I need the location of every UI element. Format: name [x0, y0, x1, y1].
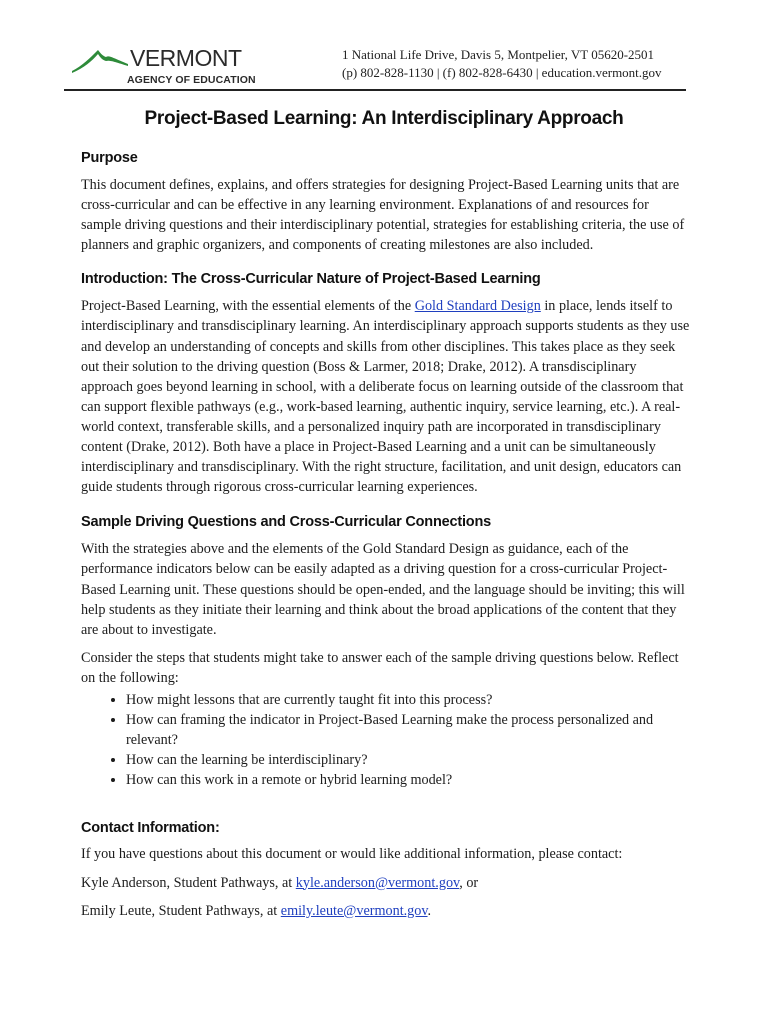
intro-text-before: Project-Based Learning, with the essential elements of the — [81, 298, 415, 315]
contact-heading: Contact Information: — [81, 820, 220, 837]
intro-heading: Introduction: The Cross-Curricular Nature of Project-Based Learning — [81, 271, 541, 288]
document-body — [81, 150, 691, 921]
document-title: Project-Based Learning: An Interdisciplinary Approach — [144, 108, 624, 129]
address-line: 1 National Life Drive, Davis 5, Montpelier, VT 05620-2501 — [342, 47, 655, 62]
emily-email-link[interactable]: emily.leute@vermont.gov — [280, 902, 428, 919]
gold-standard-design-link[interactable]: Gold Standard Design — [414, 298, 541, 315]
contact-intro: If you have questions about this document or would like additional information, please contact: — [81, 846, 623, 863]
contact-person-1-suffix: , or — [459, 874, 479, 891]
intro-paragraph — [81, 296, 691, 497]
list-item: • How might lessons that are currently taught fit into this process? — [126, 690, 691, 710]
purpose-heading: Purpose — [81, 150, 138, 166]
list-item: • How can this work in a remote or hybrid learning model? — [126, 770, 691, 790]
reflection-list — [81, 690, 691, 790]
contact-person-2 — [81, 901, 691, 921]
intro-text-after: in place, lends itself to interdisciplinary and transdisciplinary learning. An interdisciplinary approach supports students as they use and develop an understanding of concepts and skills from other disciplines. This takes place as they seek out their solution to the driving question (Boss & Larmer, 2018; Drake, 2012). A transdisciplinary approach goes beyond learning in school, with a deliberate focus on learning outside of the classroom that can support flexible pathways (e.g., work-based learning, authentic inquiry, service learning, etc.). A real-world context, transferable skills, and a personalized inquiry path are incorporated in transdisciplinary content (Drake, 2012). Both have a place in Project-Based Learning and a unit can be simultaneously interdisciplinary and transdisciplinary. With the right structure, facilitation, and unit design, educators can guide students through rigorous cross-curricular learning experiences. — [81, 298, 690, 496]
contact-person-2-suffix: . — [427, 902, 432, 919]
contact-person-1 — [81, 873, 691, 893]
contact-person-1-prefix: Kyle Anderson, Student Pathways, at — [81, 874, 296, 891]
letterhead — [64, 40, 686, 92]
purpose-paragraph: This document defines, explains, and offers strategies for designing Project-Based Learning units that are cross-curricular and can be effective in any learning environment. Explanations of and resources for sample driving questions and their interdisciplinary potential, strategies for establishing criteria, the use of planners and graphic organizers, and components of creating milestones are also included. — [81, 177, 685, 254]
logo-name: VERMONT — [130, 45, 242, 71]
list-item: • How can the learning be interdisciplinary? — [126, 750, 691, 770]
sample-heading: Sample Driving Questions and Cross-Curricular Connections — [81, 514, 491, 531]
kyle-email-link[interactable]: kyle.anderson@vermont.gov — [295, 874, 460, 891]
contact-line: (p) 802-828-1130 | (f) 802-828-6430 | education.vermont.gov — [342, 65, 662, 80]
logo-agency: AGENCY OF EDUCATION — [127, 74, 256, 86]
contact-person-2-prefix: Emily Leute, Student Pathways, at — [81, 902, 281, 919]
sample-paragraph-1: With the strategies above and the elements of the Gold Standard Design as guidance, each of the performance indicators below can be easily adapted as a driving question for a cross-curricular Project-Based Learning unit. These questions should be open-ended, and the language should be inviting; this will help students as they initiate their learning and think about the broad applications of the content that they are about to investigate. — [81, 541, 685, 638]
agency-address — [342, 46, 662, 82]
list-item: • How can framing the indicator in Project-Based Learning make the process personalized and relevant? — [126, 710, 691, 750]
vermont-agency-logo — [70, 44, 256, 88]
sample-paragraph-2: Consider the steps that students might take to answer each of the sample driving questions below. Reflect on the following: — [81, 649, 679, 686]
mountain-logo-icon — [70, 44, 130, 74]
header-divider — [64, 89, 686, 91]
